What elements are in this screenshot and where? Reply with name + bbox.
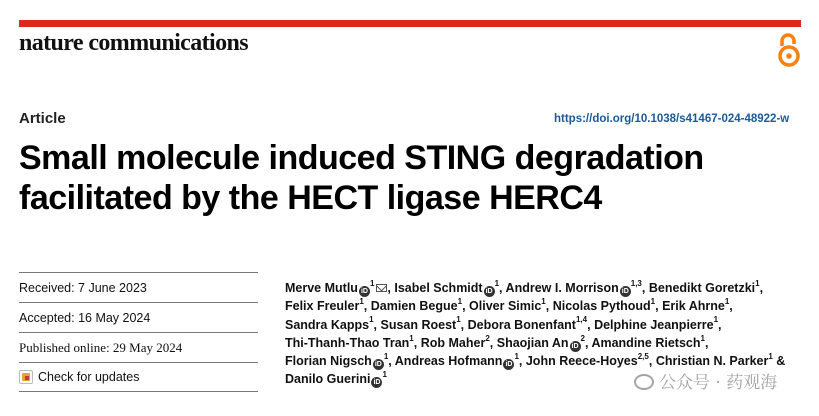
watermark: [634, 368, 777, 393]
author-name[interactable]: Isabel Schmidt $iD^1$,: [394, 278, 503, 295]
author-name[interactable]: Andreas Hofmann $iD^1$,: [394, 352, 523, 369]
author-affiliation: 1: [700, 333, 705, 343]
author-name-text: Rob Maher: [420, 335, 486, 350]
author-name[interactable]: Susan Roest$^1$,: [380, 315, 465, 332]
author-affiliation: 1: [409, 333, 414, 343]
mail-icon[interactable]: [376, 284, 387, 292]
author-affiliation: 2: [485, 333, 490, 343]
author-name[interactable]: Felix Freuler$^1$,: [285, 297, 368, 314]
author-name[interactable]: John Reece-Hoyes$^{2,5}$,: [525, 352, 653, 369]
author-affiliation: 1: [382, 370, 387, 380]
author-name-text: Danilo Guerini: [285, 372, 371, 387]
author-affiliation: 2: [580, 333, 585, 343]
wechat-logo-icon: [634, 374, 654, 390]
author-name-text: Thi-Thanh-Thao Tran: [285, 335, 410, 350]
author-affiliation: 1: [456, 315, 461, 325]
author-name[interactable]: Andrew I. Morrison iD$^{1,3}$,: [505, 278, 646, 295]
author-name-text: Andreas Hofmann: [394, 354, 503, 369]
article-history: [19, 272, 258, 392]
author-name[interactable]: Rob Maher$^2$,: [420, 333, 494, 350]
author-name[interactable]: Benedikt Goretzki$^1$,: [648, 278, 764, 295]
author-name-text: John Reece-Hoyes: [525, 354, 638, 369]
author-name-text: Nicolas Pythoud: [552, 299, 651, 314]
author-affiliation: 1,3: [630, 278, 642, 288]
check-for-updates-label: Check for updates: [38, 370, 140, 384]
author-name-text: Erik Ahrne: [662, 299, 725, 314]
author-name-text: Christian N. Parker: [655, 354, 769, 369]
watermark-text: 公众号 · 药观海: [659, 373, 778, 393]
author-affiliation: 1: [724, 297, 730, 307]
author-affiliation: 2,5: [637, 352, 649, 362]
author-affiliation: 1: [713, 315, 719, 325]
author-name[interactable]: Florian Nigsch $iD^1$,: [285, 352, 392, 369]
check-for-updates-button[interactable]: [19, 362, 258, 392]
author-name[interactable]: Sandra Kapps$^1$,: [285, 315, 377, 332]
author-affiliation: 1: [369, 315, 374, 325]
author-name[interactable]: Merve Mutlu $iD^1$ ,: [285, 278, 391, 295]
author-name-text: Oliver Simic: [469, 299, 542, 314]
orcid-icon[interactable]: iD: [360, 288, 368, 295]
author-name[interactable]: Amandine Rietsch$^1$,: [591, 333, 709, 350]
orcid-icon[interactable]: iD: [485, 288, 493, 295]
author-affiliation: 1: [457, 297, 463, 307]
author-affiliation: 1: [755, 278, 760, 288]
author-name-text: Damien Begue: [370, 299, 458, 314]
orcid-icon[interactable]: iD: [571, 342, 579, 350]
article-title: Small molecule induced STING degradation facilitated by the HECT ligase HERC4: [19, 139, 704, 217]
open-access-icon: [776, 32, 802, 68]
published-date: Published online: 29 May 2024: [19, 332, 258, 362]
author-name-text: Debora Bonenfant: [467, 317, 576, 332]
check-for-updates-icon: [19, 370, 33, 384]
author-name-text: Susan Roest: [380, 317, 457, 332]
author-name[interactable]: [656, 354, 773, 368]
received-date: Received: 7 June 2023: [19, 272, 258, 302]
author-name[interactable]: [285, 372, 387, 386]
orcid-icon[interactable]: iD: [373, 379, 381, 387]
author-name-text: Sandra Kapps: [285, 317, 370, 332]
journal-accent-bar: [19, 20, 801, 27]
author-affiliation: 1: [369, 278, 375, 288]
author-name[interactable]: Thi-Thanh-Thao Tran$^1$,: [285, 333, 418, 350]
author-affiliation: 1: [494, 278, 500, 288]
author-affiliation: 1: [359, 297, 364, 307]
author-name-text: Isabel Schmidt: [394, 281, 483, 295]
orcid-icon[interactable]: iD: [621, 288, 629, 295]
author-affiliation: 1: [383, 352, 389, 362]
author-name-text: Shaojian An: [496, 335, 569, 350]
article-type: Article: [19, 110, 66, 127]
author-affiliation: 1: [514, 352, 519, 362]
author-affiliation: 1: [768, 352, 773, 362]
author-name[interactable]: Delphine Jeanpierre$^1$,: [594, 315, 722, 332]
author-name-text: Merve Mutlu: [285, 281, 358, 295]
doi-link[interactable]: https://doi.org/10.1038/s41467-024-48922-w: [554, 113, 790, 125]
author-name-text: Delphine Jeanpierre: [594, 317, 714, 332]
author-name[interactable]: Damien Begue$^1$,: [370, 297, 466, 314]
journal-name[interactable]: nature communications: [19, 30, 248, 56]
orcid-icon[interactable]: iD: [505, 361, 513, 369]
orcid-icon[interactable]: iD: [374, 361, 382, 369]
author-name-text: Andrew I. Morrison: [505, 281, 619, 295]
author-name-text: Amandine Rietsch: [591, 335, 701, 350]
author-name[interactable]: Nicolas Pythoud$^1$,: [552, 297, 659, 314]
author-name-text: Florian Nigsch: [285, 354, 372, 369]
author-name-text: Felix Freuler: [285, 299, 360, 314]
author-name-text: Benedikt Goretzki: [648, 281, 756, 295]
author-affiliation: 1,4: [575, 315, 588, 325]
author-name[interactable]: Erik Ahrne$^1$,: [662, 297, 733, 314]
author-affiliation: 1: [650, 297, 656, 307]
author-affiliation: 1: [541, 297, 546, 307]
accepted-date: Accepted: 16 May 2024: [19, 302, 258, 332]
author-name[interactable]: Debora Bonenfant$^{1,4}$,: [467, 315, 591, 332]
author-name[interactable]: Shaojian An $iD^2$,: [496, 333, 589, 350]
author-name[interactable]: Oliver Simic$^1$,: [469, 297, 550, 314]
author-list: Merve Mutlu $iD^1$ , Isabel Schmidt $iD^1$, Andrew I. Morrison iD$^{1,3}$, Benedikt Goretzki$^1$, Felix Freuler$^1$, Damien Begue$^1$, Oliver Simic$^1$, Nicolas Pythoud$^1$, Erik Ahrne$^1$, Sandra Kapps$^1$, Susan Roest$^1$, Debora Bonenfant$^{1,4}$, Delphine Jeanpierre$^1$, Thi-Thanh-Thao Tran$^1$, Rob Maher$^2$, Shaojian An $iD^2$, Amandine Rietsch$^1$, Florian Nigsch $iD^1$, Andreas Hofmann $iD^1$, John Reece-Hoyes$^{2,5}$, Christian N. Parker$^1$ & Danilo Guerini $iD^1$: [285, 278, 786, 387]
